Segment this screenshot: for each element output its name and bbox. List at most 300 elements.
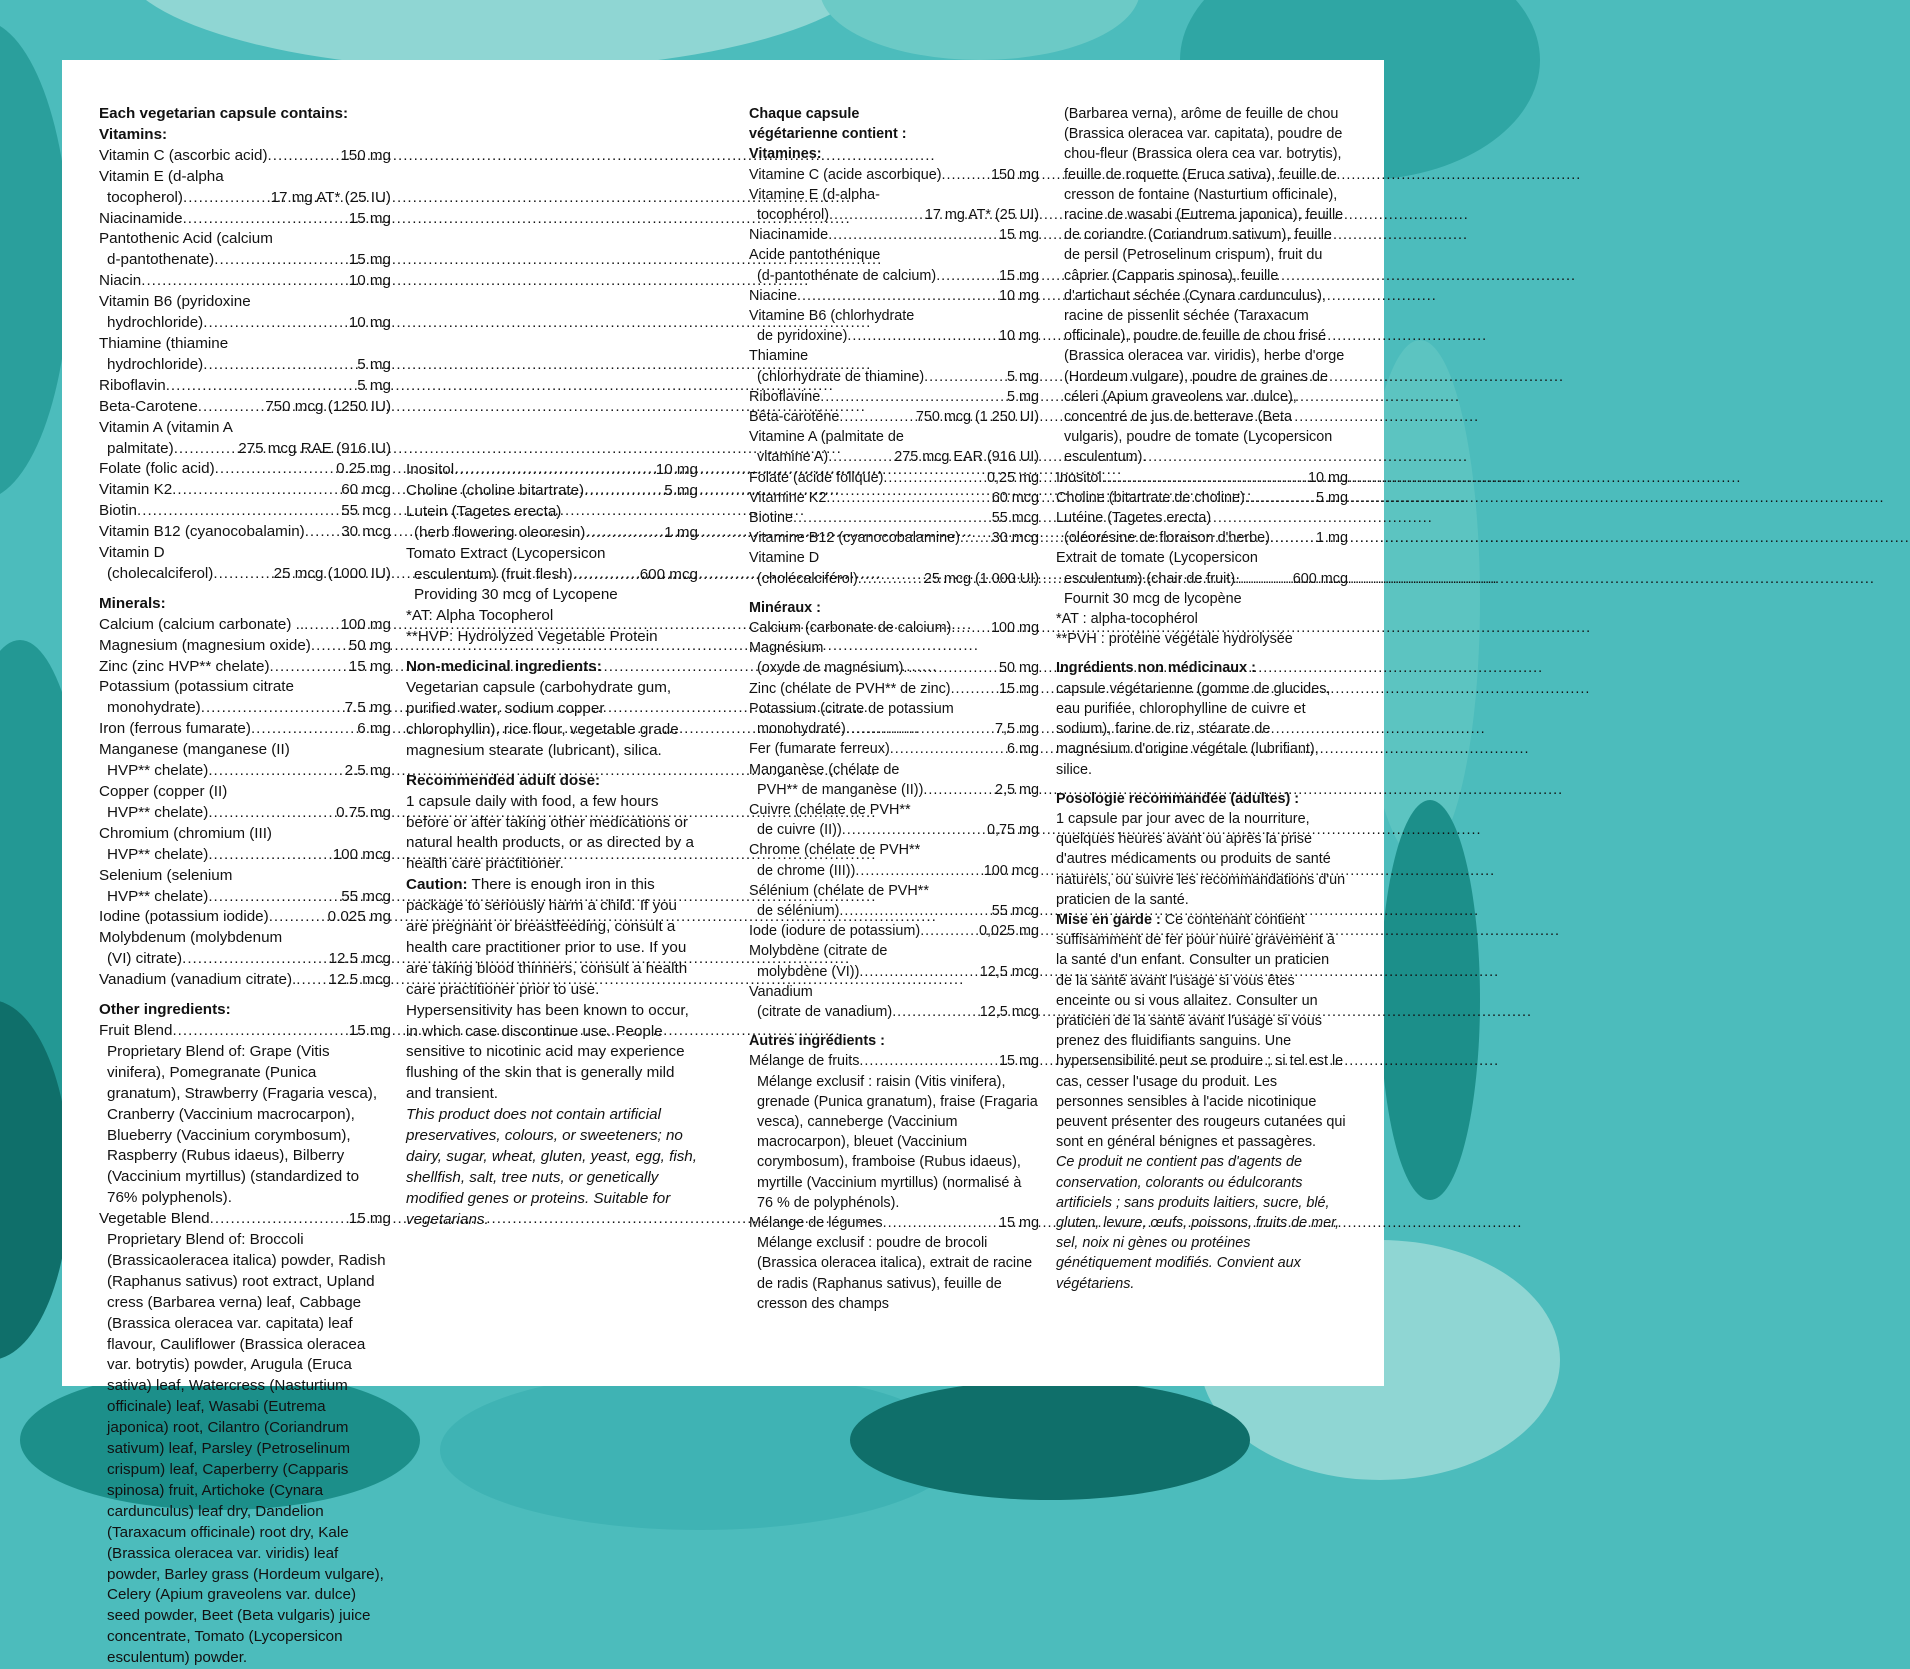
fr-mineral-name: (oxyde de magnésium) [757, 660, 904, 677]
fr-vitamin-name: Niacine [749, 287, 797, 304]
fr-mineral-name: de cuivre (II)) [757, 822, 842, 839]
fr-vitamin-label: Vitamine D [749, 550, 820, 567]
fr-vitamin-label: Thiamine [749, 348, 809, 365]
fr-mineral-amount: 12,5 mcg [979, 1003, 1039, 1020]
vitamin-row [99, 397, 391, 418]
mineral-amount: 50 mg [348, 636, 391, 654]
fr-vitamin-name: Riboflavine [749, 388, 821, 405]
fr-mineral-amount: 100 mg [991, 620, 1039, 637]
at-footnote: *AT: Alpha Tocopherol [406, 607, 554, 625]
fr-mineral-row [749, 901, 1039, 921]
fr-vitamin-amount: 30 mcg [991, 530, 1039, 547]
mineral-name: Iron (ferrous fumarate) [99, 720, 251, 738]
fr-vegetable-blend-detail-cont: (Barbarea verna), arôme de feuille de chou (Brassica oleracea var. capitata), poudre de chou-fleur (Brassica olera cea var. botrytis), feuille de roquette (Eruca sativa), feuille de cresson de fontaine (Nasturtium officinale), racine de wasabi (Eutrema japonica), feuille de coriandre (Coriandrum sativum), feuille de persil (Petroselinum crispum), fruit du câprier (Capparis spinosa), feuille d'artichaut séchée (Cynara cardunculus), racine de pissenlit séchée (Taraxacum officinale), poudre de feuille de chou frisé (Brassica oleracea var. viridis), herbe d'orge (Hordeum vulgare), poudre de graines de céleri (Apium graveolens var. dulce), concentré de jus de betterave (Beta vulgaris), poudre de tomate (Lycopersicon esculentum). [1064, 106, 1345, 466]
fr-vitamin-label: Vitamine E (d-alpha- [749, 186, 880, 203]
fr-vitamin-name: Biotine [749, 510, 794, 527]
fr-at-footnote: *AT : alpha-tocophérol [1056, 611, 1198, 628]
fr-vitamin-name: vitamine A) [757, 449, 829, 466]
fr-mineral-name: de chrome (III)) [757, 862, 856, 879]
fr-vitamin-row [749, 508, 1039, 528]
fr-mineral-amount: 0,025 mg [978, 923, 1039, 940]
dot-leader [839, 901, 991, 921]
fr-vitamin-row [749, 266, 1039, 286]
vitamin-amount: 30 mcg [341, 523, 391, 541]
mineral-row [99, 949, 391, 970]
mineral-label: Copper (copper (II) [99, 783, 228, 800]
mineral-name: HVP** chelate) [107, 762, 209, 780]
dot-leader [924, 367, 1007, 387]
dot-leader [172, 480, 341, 501]
fr-mineral-amount: 7,5 mg [995, 721, 1039, 738]
vitamin-name: Niacinamide [99, 209, 183, 227]
mineral-amount: 15 mg [348, 657, 391, 675]
fr-minerals-heading: Minéraux : [749, 599, 821, 616]
vitamin-name: Biotin [99, 502, 137, 520]
fr-vitamin-label: Vitamine B6 (chlorhydrate [749, 308, 915, 325]
fr-mineral-name: Calcium (carbonate de calcium) [749, 620, 952, 637]
vitamin-name: Vitamin K2 [99, 481, 173, 499]
fr-mineral-row [749, 739, 1039, 759]
dot-leader [859, 962, 979, 982]
fr-mineral-name: Zinc (chélate de PVH** de zinc) [749, 680, 951, 697]
fr-mineral-name: de sélénium) [757, 902, 840, 919]
vitamin-row [99, 250, 391, 271]
mineral-label: Chromium (chromium (III) [99, 824, 272, 842]
fr-free-from-statement: Ce produit ne contient pas d'agents de conservation, colorants ou édulcorants artificiels ; sans produits laitiers, sucre, blé, gluten, levure, œufs, poissons, fruits de mer, sel, noix ni gènes ou protéines génétiquement modifiés. Convient aux végétariens. [1056, 1154, 1340, 1292]
tomato-extract-label: Tomato Extract (Lycopersicon [406, 544, 606, 562]
vitamin-row [99, 188, 391, 209]
fr-vitamin-row [749, 165, 1039, 185]
vitamin-label: Vitamin B6 (pyridoxine [99, 293, 251, 311]
fr-vitamin-row [749, 326, 1039, 346]
vegetable-blend-detail: Proprietary Blend of: Broccoli (Brassicaoleracea italica) powder, Radish (Raphanus sativus) root extract, Upland cress (Barbarea verna) leaf, Cabbage (Brassica oleracea var. capitata) leaf flavour, Cauliflower (Brassica oleracea var. botrytis) powder, Arugula (Eruca sativa) leaf, Watercress (Nasturtium officinale) leaf, Wasabi (Eutrema japonica) root, Cilantro (Coriandrum sativum) leaf, Parsley (Petroselinum crispum) leaf, Caperberry (Capparis spinosa) fruit, Artichoke (Cynara cardunculus) leaf dry, Dandelion (Taraxacum officinale) root dry, Kale (Brassica oleracea var. viridis) leaf powder, Barley grass (Hordeum vulgare), Celery (Apium graveolens var. dulce) seed powder, Beet (Beta vulgaris) juice concentrate, Tomato (Lycopersicon esculentum) powder. [107, 1231, 386, 1667]
vitamin-name: d-pantothenate) [107, 251, 215, 269]
fr-capsule-contains-heading: Chaque capsule végétarienne contient : [749, 106, 907, 143]
vitamin-amount: 55 mcg [341, 502, 391, 520]
label-panel [62, 60, 1384, 1667]
mineral-name: monohydrate) [107, 699, 201, 717]
fr-mineral-amount: 100 mcg [983, 862, 1039, 879]
non-medicinal-heading: Non-medicinal ingredients: [406, 658, 602, 676]
fr-vitamin-amount: 25 mcg (1 000 UI) [923, 570, 1039, 587]
fr-vitamin-name: (cholécalciférol) [757, 570, 858, 587]
fr-mineral-row [749, 780, 1039, 800]
mineral-row [99, 615, 391, 636]
dot-leader [828, 447, 894, 467]
fr-mineral-amount: 12,5 mcg [979, 963, 1039, 980]
mineral-row [99, 845, 391, 866]
vitamin-name: Niacin [99, 272, 142, 290]
dot-leader [820, 387, 1007, 407]
fr-tomato-extract-label: Extrait de tomate (Lycopersicon [1056, 550, 1258, 567]
mineral-label: Selenium (selenium [99, 866, 233, 884]
mineral-row [99, 907, 391, 928]
dot-leader [858, 569, 924, 589]
english-column-1 [99, 104, 391, 1667]
fr-mineral-label: Vanadium [749, 983, 813, 1000]
fr-fruit-blend-detail: Mélange exclusif : raisin (Vitis vinifera), grenade (Punica granatum), fraise (Fragaria vesca), canneberge (Vaccinium macrocarpon), bleuet (Vaccinium corymbosum), framboise (Rubus idaeus), myrtille (Vaccinium myrtillus) (normalisé à 76 % de polyphénols). [757, 1073, 1038, 1211]
mineral-row [99, 719, 391, 740]
mineral-amount: 100 mg [340, 615, 391, 633]
minerals-heading: Minerals: [99, 594, 166, 612]
mineral-name: Zinc (zinc HVP** chelate) [99, 657, 270, 675]
vitamin-amount: 15 mg [348, 251, 391, 269]
fr-vitamin-label: Acide pantothénique [749, 247, 881, 264]
fr-vitamin-name: (d-pantothénate de calcium) [757, 267, 937, 284]
fr-mineral-row [749, 820, 1039, 840]
dot-leader [213, 564, 273, 585]
vitamin-name: Vitamin B12 (cyanocobalamin) [99, 523, 305, 541]
vitamin-row [99, 355, 391, 376]
english-column-2 [406, 104, 698, 1231]
fr-vitamin-amount: 55 mcg [991, 510, 1039, 527]
french-column-1 [749, 104, 1039, 1314]
fr-vitamin-amount: 5 mg [1007, 368, 1039, 385]
fr-vitamin-name: tocophérol) [757, 207, 829, 224]
fr-vitamin-row [749, 286, 1039, 306]
fr-vitamin-row [749, 468, 1039, 488]
dot-leader [951, 679, 999, 699]
mineral-row [99, 698, 391, 719]
fr-vitamin-amount: 5 mg [1007, 388, 1039, 405]
dot-leader [846, 719, 995, 739]
mineral-row [99, 803, 391, 824]
lutein-row: (herb flowering oleoresin) ..... 1 mg [406, 523, 698, 544]
vegetable-blend-row: Vegetable Blend ..... 15 mg [99, 1209, 391, 1230]
fr-mineral-row [749, 658, 1039, 678]
fr-lutein-label: Lutéine (Tagetes erecta) [1056, 510, 1212, 527]
mineral-amount: 7.5 mg [344, 699, 391, 717]
dot-leader [270, 657, 349, 678]
vitamin-row [99, 146, 391, 167]
caution-paragraph [406, 875, 698, 1105]
inositol-row: Inositol ..... 10 mg [406, 460, 698, 481]
fr-mineral-label: Magnésium [749, 640, 824, 657]
fr-mineral-amount: 6 mg [1007, 741, 1039, 758]
vitamin-row [99, 376, 391, 397]
dot-leader [268, 146, 341, 167]
mineral-label: Manganese (manganese (II) [99, 741, 290, 759]
fr-vitamin-row [749, 569, 1039, 589]
fr-vegetable-blend-detail: Mélange exclusif : poudre de brocoli (Brassica oleracea italica), extrait de racine de radis (Raphanus sativus), feuille de cresson des champs [757, 1235, 1033, 1312]
vitamin-amount: 0.25 mg [336, 460, 391, 478]
fruit-blend-detail: Proprietary Blend of: Grape (Vitis vinifera), Pomegranate (Punica granatum), Strawberry (Fragaria vesca), Cranberry (Vaccinium macrocarpon), Blueberry (Vaccinium corymbosum), Raspberry (Rubus idaeus), Bilberry (Vaccinium myrtillus) (standardized to 76% polyphenols). [107, 1042, 378, 1207]
fr-vitamin-label: Vitamine A (palmitate de [749, 429, 904, 446]
fr-mineral-name: Fer (fumarate ferreux) [749, 741, 890, 758]
vitamin-row [99, 564, 391, 585]
fr-vitamin-amount: 10 mg [999, 287, 1039, 304]
fr-tomato-extract-row: esculentum) (chair de fruit) ..... 600 mcg [1056, 569, 1348, 589]
fr-vitamin-amount: 15 mg [999, 227, 1039, 244]
vitamins-list [99, 146, 391, 585]
vitamin-row [99, 459, 391, 480]
vitamin-name: tocopherol) [107, 188, 183, 206]
mineral-amount: 6 mg [357, 720, 391, 738]
fr-mineral-name: monohydraté) [757, 721, 846, 738]
dot-leader [208, 887, 341, 908]
mineral-label: Potassium (potassium citrate [99, 678, 294, 696]
vitamin-label: Vitamin A (vitamin A [99, 418, 233, 436]
fr-vitamin-name: Niacinamide [749, 227, 829, 244]
tomato-extract-row: esculentum) (fruit flesh) ..... 600 mcg [406, 565, 698, 586]
fr-mineral-row [749, 719, 1039, 739]
vitamin-name: hydrochloride) [107, 314, 204, 332]
vitamin-amount: 10 mg [348, 314, 391, 332]
fr-vitamin-row [749, 488, 1039, 508]
mineral-amount: 12.5 mcg [328, 950, 391, 968]
fr-caution-heading: Mise en garde : [1056, 911, 1161, 928]
fr-vitamins-list [749, 165, 1039, 589]
fr-mineral-amount: 0,75 mg [987, 822, 1039, 839]
fr-vitamin-name: Vitamine C (acide ascorbique) [749, 166, 942, 183]
capsule-contains-heading: Each vegetarian capsule contains: [99, 105, 348, 122]
mineral-label: Molybdenum (molybdenum [99, 929, 283, 947]
dot-leader [892, 1002, 980, 1022]
fr-vitamin-name: Bêta-carotène [749, 409, 840, 426]
fr-mineral-label: Cuivre (chélate de PVH** [749, 801, 911, 818]
fr-vitamin-row [749, 225, 1039, 245]
mineral-name: HVP** chelate) [107, 887, 209, 905]
fr-vitamin-row [749, 205, 1039, 225]
other-ingredients-heading: Other ingredients: [99, 1001, 231, 1019]
dot-leader [828, 225, 999, 245]
fr-mineral-amount: 50 mg [999, 660, 1039, 677]
dot-leader [842, 820, 987, 840]
fr-mineral-amount: 15 mg [999, 680, 1039, 697]
vitamin-label: Vitamin E (d-alpha [99, 167, 224, 185]
fr-caution-paragraph [1056, 910, 1348, 1152]
fr-mineral-label: Sélénium (chélate de PVH** [749, 882, 929, 899]
fr-hvp-footnote: **PVH : protéine végétale hydrolysée [1056, 631, 1293, 648]
fr-lutein-row: (oléorésine de floraison d'herbe) ..... 1 mg [1056, 528, 1348, 548]
fr-minerals-list [749, 618, 1039, 1022]
fr-vitamin-amount: 150 mg [991, 166, 1039, 183]
dot-leader [839, 407, 915, 427]
fr-mineral-row [749, 1002, 1039, 1022]
fr-fruit-blend-row: Mélange de fruits ..... 15 mg [749, 1051, 1039, 1071]
dot-leader [296, 970, 328, 991]
dot-leader [251, 719, 357, 740]
fr-vitamin-row [749, 387, 1039, 407]
fr-vitamin-name: (chlorhydrate de thiamine) [757, 368, 925, 385]
mineral-name: HVP** chelate) [107, 803, 209, 821]
fr-mineral-label: Manganèse (chélate de [749, 761, 900, 778]
dot-leader [269, 907, 328, 928]
fruit-blend-row: Fruit Blend ..... 15 mg [99, 1021, 391, 1042]
dot-leader [183, 209, 349, 230]
fr-dose-text: 1 capsule par jour avec de la nourriture, quelques heures avant ou après la prise d'autres médicaments ou produits de santé naturels, ou suivre les recommandations d'un praticien de la santé. [1056, 810, 1346, 908]
dot-leader [793, 508, 992, 528]
vitamin-label: Vitamin D [99, 544, 165, 562]
fr-mineral-row [749, 921, 1039, 941]
vitamin-amount: 25 mcg (1000 IU) [273, 564, 391, 582]
dot-leader [203, 313, 349, 334]
fr-mineral-label: Potassium (citrate de potassium [749, 700, 954, 717]
mineral-name: Vanadium (vanadium citrate). [99, 971, 297, 989]
vitamin-row [99, 271, 391, 292]
dot-leader [855, 861, 983, 881]
dot-leader [936, 266, 999, 286]
dot-leader [890, 739, 1007, 759]
dot-leader [201, 698, 345, 719]
vitamin-amount: 5 mg [357, 355, 391, 373]
dot-leader [214, 250, 349, 271]
mineral-name: (VI) citrate) [107, 950, 183, 968]
fr-mineral-row [749, 962, 1039, 982]
vitamin-amount: 10 mg [348, 272, 391, 290]
dot-leader [305, 522, 341, 543]
fr-vitamin-amount: 60 mcg [991, 489, 1039, 506]
caution-heading: Caution: [406, 876, 468, 894]
fr-mineral-name: molybdène (VI)) [757, 963, 860, 980]
vitamin-name: hydrochloride) [107, 355, 204, 373]
vitamin-label: Pantothenic Acid (calcium [99, 230, 273, 248]
vitamin-name: palmitate) [107, 439, 174, 457]
fr-other-ingredients-heading: Autres ingrédients : [749, 1033, 885, 1050]
vitamin-row [99, 501, 391, 522]
dot-leader [942, 165, 991, 185]
dot-leader [311, 636, 349, 657]
vitamin-name: Vitamin C (ascorbic acid) [99, 146, 268, 164]
mineral-amount: 55 mcg [341, 887, 391, 905]
dot-leader [923, 780, 995, 800]
fr-caution-text: Ce contenant contient suffisamment de fer pour nuire gravement à la santé d'un enfant. Consulter un praticien de la santé avant l'usage si vous êtes enceinte ou si vous allaitez. Consulter un praticien de la santé avant l'usage si vous prenez des fluidifiants sanguins. Une hypersensibilité peut se produire ; si tel est le cas, cesser l'usage du produit. Les personnes sensibles à l'acide nicotinique peuvent présenter des rougeurs cutanées qui sont en général bénignes et passagères. [1056, 911, 1346, 1151]
lycopene-note: Providing 30 mcg of Lycopene [414, 586, 618, 604]
fr-vitamin-amount: 10 mg [999, 328, 1039, 345]
mineral-amount: 2.5 mg [344, 762, 391, 780]
vitamin-row [99, 480, 391, 501]
french-column-2 [1056, 104, 1348, 1294]
fr-vitamin-row [749, 407, 1039, 427]
dot-leader [797, 286, 999, 306]
fr-mineral-amount: 2,5 mg [995, 781, 1039, 798]
dot-leader [203, 355, 357, 376]
fr-vitamin-amount: 275 mcg EAR (916 UI) [894, 449, 1039, 466]
dot-leader [141, 271, 349, 292]
fr-vitamin-name: Folate (acide folique) [749, 469, 884, 486]
dot-leader [304, 615, 340, 636]
vitamin-name: (cholecalciferol) [107, 564, 214, 582]
dot-leader [920, 921, 979, 941]
dose-heading: Recommended adult dose: [406, 771, 601, 789]
fr-mineral-row [749, 679, 1039, 699]
fr-mineral-label: Chrome (chélate de PVH** [749, 842, 921, 859]
fr-vitamins-heading: Vitamines: [749, 146, 822, 163]
dot-leader [208, 761, 344, 782]
fr-mineral-amount: 55 mcg [991, 902, 1039, 919]
dose-text: 1 capsule daily with food, a few hours before or after taking other medications or natural health products, or as directed by a health care practitioner. [406, 792, 694, 873]
dot-leader [208, 845, 332, 866]
dot-leader [847, 326, 999, 346]
fr-lycopene-note: Fournit 30 mcg de lycopène [1064, 590, 1242, 607]
fr-vitamin-row [749, 447, 1039, 467]
vitamin-row [99, 209, 391, 230]
mineral-row [99, 887, 391, 908]
mineral-amount: 0.025 mg [327, 908, 391, 926]
fr-vegetable-blend-row: Mélange de légumes ..... 15 mg [749, 1213, 1039, 1233]
vitamin-name: Riboflavin [99, 376, 166, 394]
vitamin-row [99, 439, 391, 460]
fr-vitamin-amount: 17 mg AT* (25 UI) [924, 207, 1039, 224]
fr-vitamin-name: Vitamine K2 [749, 489, 827, 506]
choline-row: Choline (choline bitartrate) ..... 5 mg [406, 481, 698, 502]
minerals-list [99, 615, 391, 991]
dot-leader [829, 205, 925, 225]
fr-mineral-name: Iode (iodure de potassium) [749, 923, 921, 940]
dot-leader [903, 658, 999, 678]
dot-leader [951, 618, 991, 638]
mineral-name: Calcium (calcium carbonate) .. [99, 615, 305, 633]
mineral-amount: 0.75 mg [336, 803, 391, 821]
dot-leader [137, 501, 341, 522]
mineral-row [99, 970, 391, 991]
mineral-amount: 100 mcg [332, 845, 391, 863]
dot-leader [960, 528, 992, 548]
fr-mineral-name: (citrate de vanadium) [757, 1003, 893, 1020]
fr-mineral-name: PVH** de manganèse (II)) [757, 781, 924, 798]
vitamin-amount: 60 mcg [341, 481, 391, 499]
mineral-name: HVP** chelate) [107, 845, 209, 863]
mineral-row [99, 761, 391, 782]
fr-mineral-row [749, 618, 1039, 638]
lutein-label: Lutein (Tagetes erecta) [406, 502, 562, 520]
mineral-amount: 12.5 mcg [328, 971, 391, 989]
vitamin-name: Beta-Carotene [99, 397, 198, 415]
fr-mineral-row [749, 861, 1039, 881]
vitamin-amount: 15 mg [348, 209, 391, 227]
dot-leader [174, 439, 239, 460]
fr-vitamin-row [749, 528, 1039, 548]
vitamins-heading: Vitamins: [99, 125, 168, 143]
vitamin-amount: 275 mcg RAE (916 IU) [238, 439, 391, 457]
dot-leader [182, 949, 328, 970]
dot-leader [215, 459, 336, 480]
fr-mineral-label: Molybdène (citrate de [749, 943, 888, 960]
fr-non-medicinal-text: capsule végétarienne (gomme de glucides, eau purifiée, chlorophylline de cuivre et sodium), farine de riz, stéarate de magnésium d'origine végétale (lubrifiant), silice. [1056, 680, 1331, 778]
fr-vitamin-amount: 15 mg [999, 267, 1039, 284]
hvp-footnote: **HVP: Hydrolyzed Vegetable Protein [406, 628, 658, 646]
dot-leader [198, 397, 265, 418]
fr-vitamin-name: Vitamine B12 (cyanocobalamine) [749, 530, 960, 547]
vitamin-row [99, 522, 391, 543]
dot-leader [183, 188, 271, 209]
vitamin-amount: 750 mcg (1250 IU) [265, 397, 391, 415]
fr-dose-heading: Posologie recommandée (adultes) : [1056, 790, 1300, 807]
vitamin-row [99, 313, 391, 334]
dot-leader [208, 803, 336, 824]
vitamin-amount: 150 mg [340, 146, 391, 164]
vitamin-label: Thiamine (thiamine [99, 334, 229, 352]
vitamin-name: Folate (folic acid) [99, 460, 215, 478]
caution-text: There is enough iron in this package to seriously harm a child. If you are pregnant or breastfeeding, consult a health care practitioner prior to use. If you are taking blood thinners, consult a health care practitioner prior to use. Hypersensitivity has been known to occur, in which case discontinue use. People sensitive to nicotinic acid may experience flushing of the skin that is generally mild and transient. [406, 876, 689, 1103]
fr-vitamin-row [749, 367, 1039, 387]
fr-inositol-row: Inositol ..... 10 mg [1056, 468, 1348, 488]
mineral-row [99, 657, 391, 678]
fr-choline-row: Choline (bitartrate de choline) ..... 5 mg [1056, 488, 1348, 508]
vitamin-amount: 5 mg [357, 376, 391, 394]
fr-vitamin-name: de pyridoxine) [757, 328, 848, 345]
non-medicinal-text: Vegetarian capsule (carbohydrate gum, purified water, sodium copper chlorophyllin), rice flour, vegetable grade magnesium stearate (lubricant), silica. [406, 679, 679, 759]
vitamin-amount: 17 mg AT* (25 IU) [270, 188, 391, 206]
free-from-statement: This product does not contain artificial preservatives, colours, or sweeteners; no dairy, sugar, wheat, gluten, yeast, egg, fish, shellfish, salt, tree nuts, or genetically modified genes or proteins. Suitable for vegetarians. [406, 1106, 697, 1228]
dot-leader [166, 376, 358, 397]
mineral-row [99, 636, 391, 657]
dot-leader [883, 468, 987, 488]
fr-vitamin-amount: 0,25 mg [987, 469, 1039, 486]
fr-vitamin-amount: 750 mcg (1 250 UI) [915, 409, 1039, 426]
mineral-name: Magnesium (magnesium oxide) [99, 636, 311, 654]
fr-non-medicinal-heading: Ingrédients non médicinaux : [1056, 660, 1256, 677]
